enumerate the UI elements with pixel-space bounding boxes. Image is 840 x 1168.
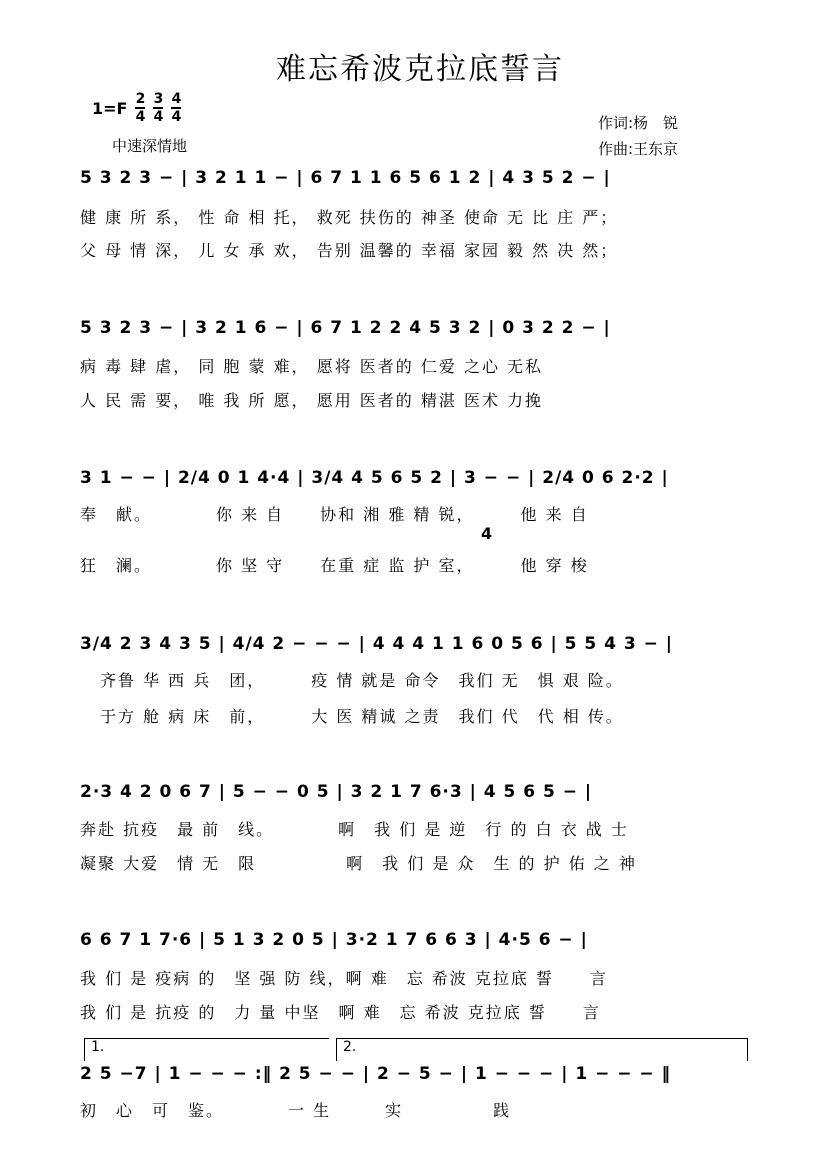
lyric-line-4b: 于方 舱 病 床 前， 大 医 精诚 之责 我们 代 代 相 传。 [100, 707, 624, 726]
meter-4-4: $\frac{4}{4}$ [171, 91, 182, 125]
notation-line-6: 6 6 7 1 7·6 | 5 1 3 2 0 5 | 3·2 1 7 6 6 3 | 4·5 6 − | [80, 930, 588, 950]
notation-line-5: 2·3 4 2 0 6 7 | 5 − − 0 5 | 3 2 1 7 6·3 | 4 5 6 5 − | [80, 782, 593, 802]
lyric-line-6a: 我 们 是 疫病 的 坚 强 防 线，啊 难 忘 希波 克拉底 誓 言 [80, 969, 608, 988]
alternate-note: 4 [481, 524, 493, 543]
song-title: 难忘希波克拉底誓言 [276, 52, 564, 87]
meter-2-4: $\frac{2}{4}$ [135, 91, 146, 125]
lyric-line-7a: 初 心 可 鉴。 一 生 实 践 [80, 1101, 512, 1120]
lyric-line-6b: 我 们 是 抗疫 的 力 量 中坚 啊 难 忘 希波 克拉底 誓 言 [80, 1003, 601, 1022]
lyric-line-2b: 人 民 需 要， 唯 我 所 愿， 愿用 医者的 精湛 医术 力挽 [80, 391, 544, 410]
first-ending-label: 1. [91, 1039, 105, 1055]
notation-line-1: 5 3 2 3 − | 3 2 1 1 − | 6 7 1 1 6 5 6 1 2 | 4 3 5 2 − | [80, 168, 611, 188]
notation-line-4: 3/4 2 3 4 3 5 | 4/4 2 − − − | 4 4 4 1 1 6 0 5 6 | 5 5 4 3 − | [80, 634, 674, 654]
lyricist: 作词:杨 锐 [598, 114, 679, 132]
notation-line-2: 5 3 2 3 − | 3 2 1 6 − | 6 7 1 2 2 4 5 3 2 | 0 3 2 2 − | [80, 318, 611, 338]
key-label: 1=F [92, 98, 128, 118]
notation-line-7: 2 5 −7 | 1 − − − :‖ 2 5 − − | 2 − 5 − | 1 − − − | 1 − − − ‖ [80, 1064, 672, 1084]
second-ending-label: 2. [343, 1039, 357, 1055]
lyric-line-1b: 父 母 情 深， 儿 女 承 欢， 告别 温馨的 幸福 家园 毅 然 决 然； [80, 241, 619, 260]
key-signature [92, 92, 181, 124]
lyric-line-5b: 凝聚 大爱 情 无 限 啊 我 们 是 众 生 的 护 佑 之 神 [80, 854, 637, 873]
composer: 作曲:王东京 [598, 140, 679, 158]
tempo-marking: 中速深情地 [112, 137, 188, 155]
second-ending-bracket [336, 1038, 748, 1061]
meter-3-4: $\frac{3}{4}$ [153, 91, 164, 125]
first-ending-bracket [84, 1038, 329, 1061]
lyric-line-5a: 奔赴 抗疫 最 前 线。 啊 我 们 是 逆 行 的 白 衣 战 士 [80, 820, 629, 839]
credits [598, 110, 678, 162]
lyric-line-3b: 狂 澜。 你 坚 守 在重 症 监 护 室， 他 穿 梭 [80, 556, 589, 575]
lyric-line-1a: 健 康 所 系， 性 命 相 托， 救死 扶伤的 神圣 使命 无 比 庄 严； [80, 208, 619, 227]
notation-line-3: 3 1 − − | 2/4 0 1 4·4 | 3/4 4 5 6 5 2 | 3 − − | 2/4 0 6 2·2 | [80, 468, 669, 488]
lyric-line-4a: 齐鲁 华 西 兵 团， 疫 情 就是 命令 我们 无 惧 艰 险。 [100, 671, 624, 690]
lyric-line-2a: 病 毒 肆 虐， 同 胞 蒙 难， 愿将 医者的 仁爱 之心 无私 [80, 357, 544, 376]
lyric-line-3a: 奉 献。 你 来 自 协和 湘 雅 精 锐， 他 来 自 [80, 505, 589, 524]
